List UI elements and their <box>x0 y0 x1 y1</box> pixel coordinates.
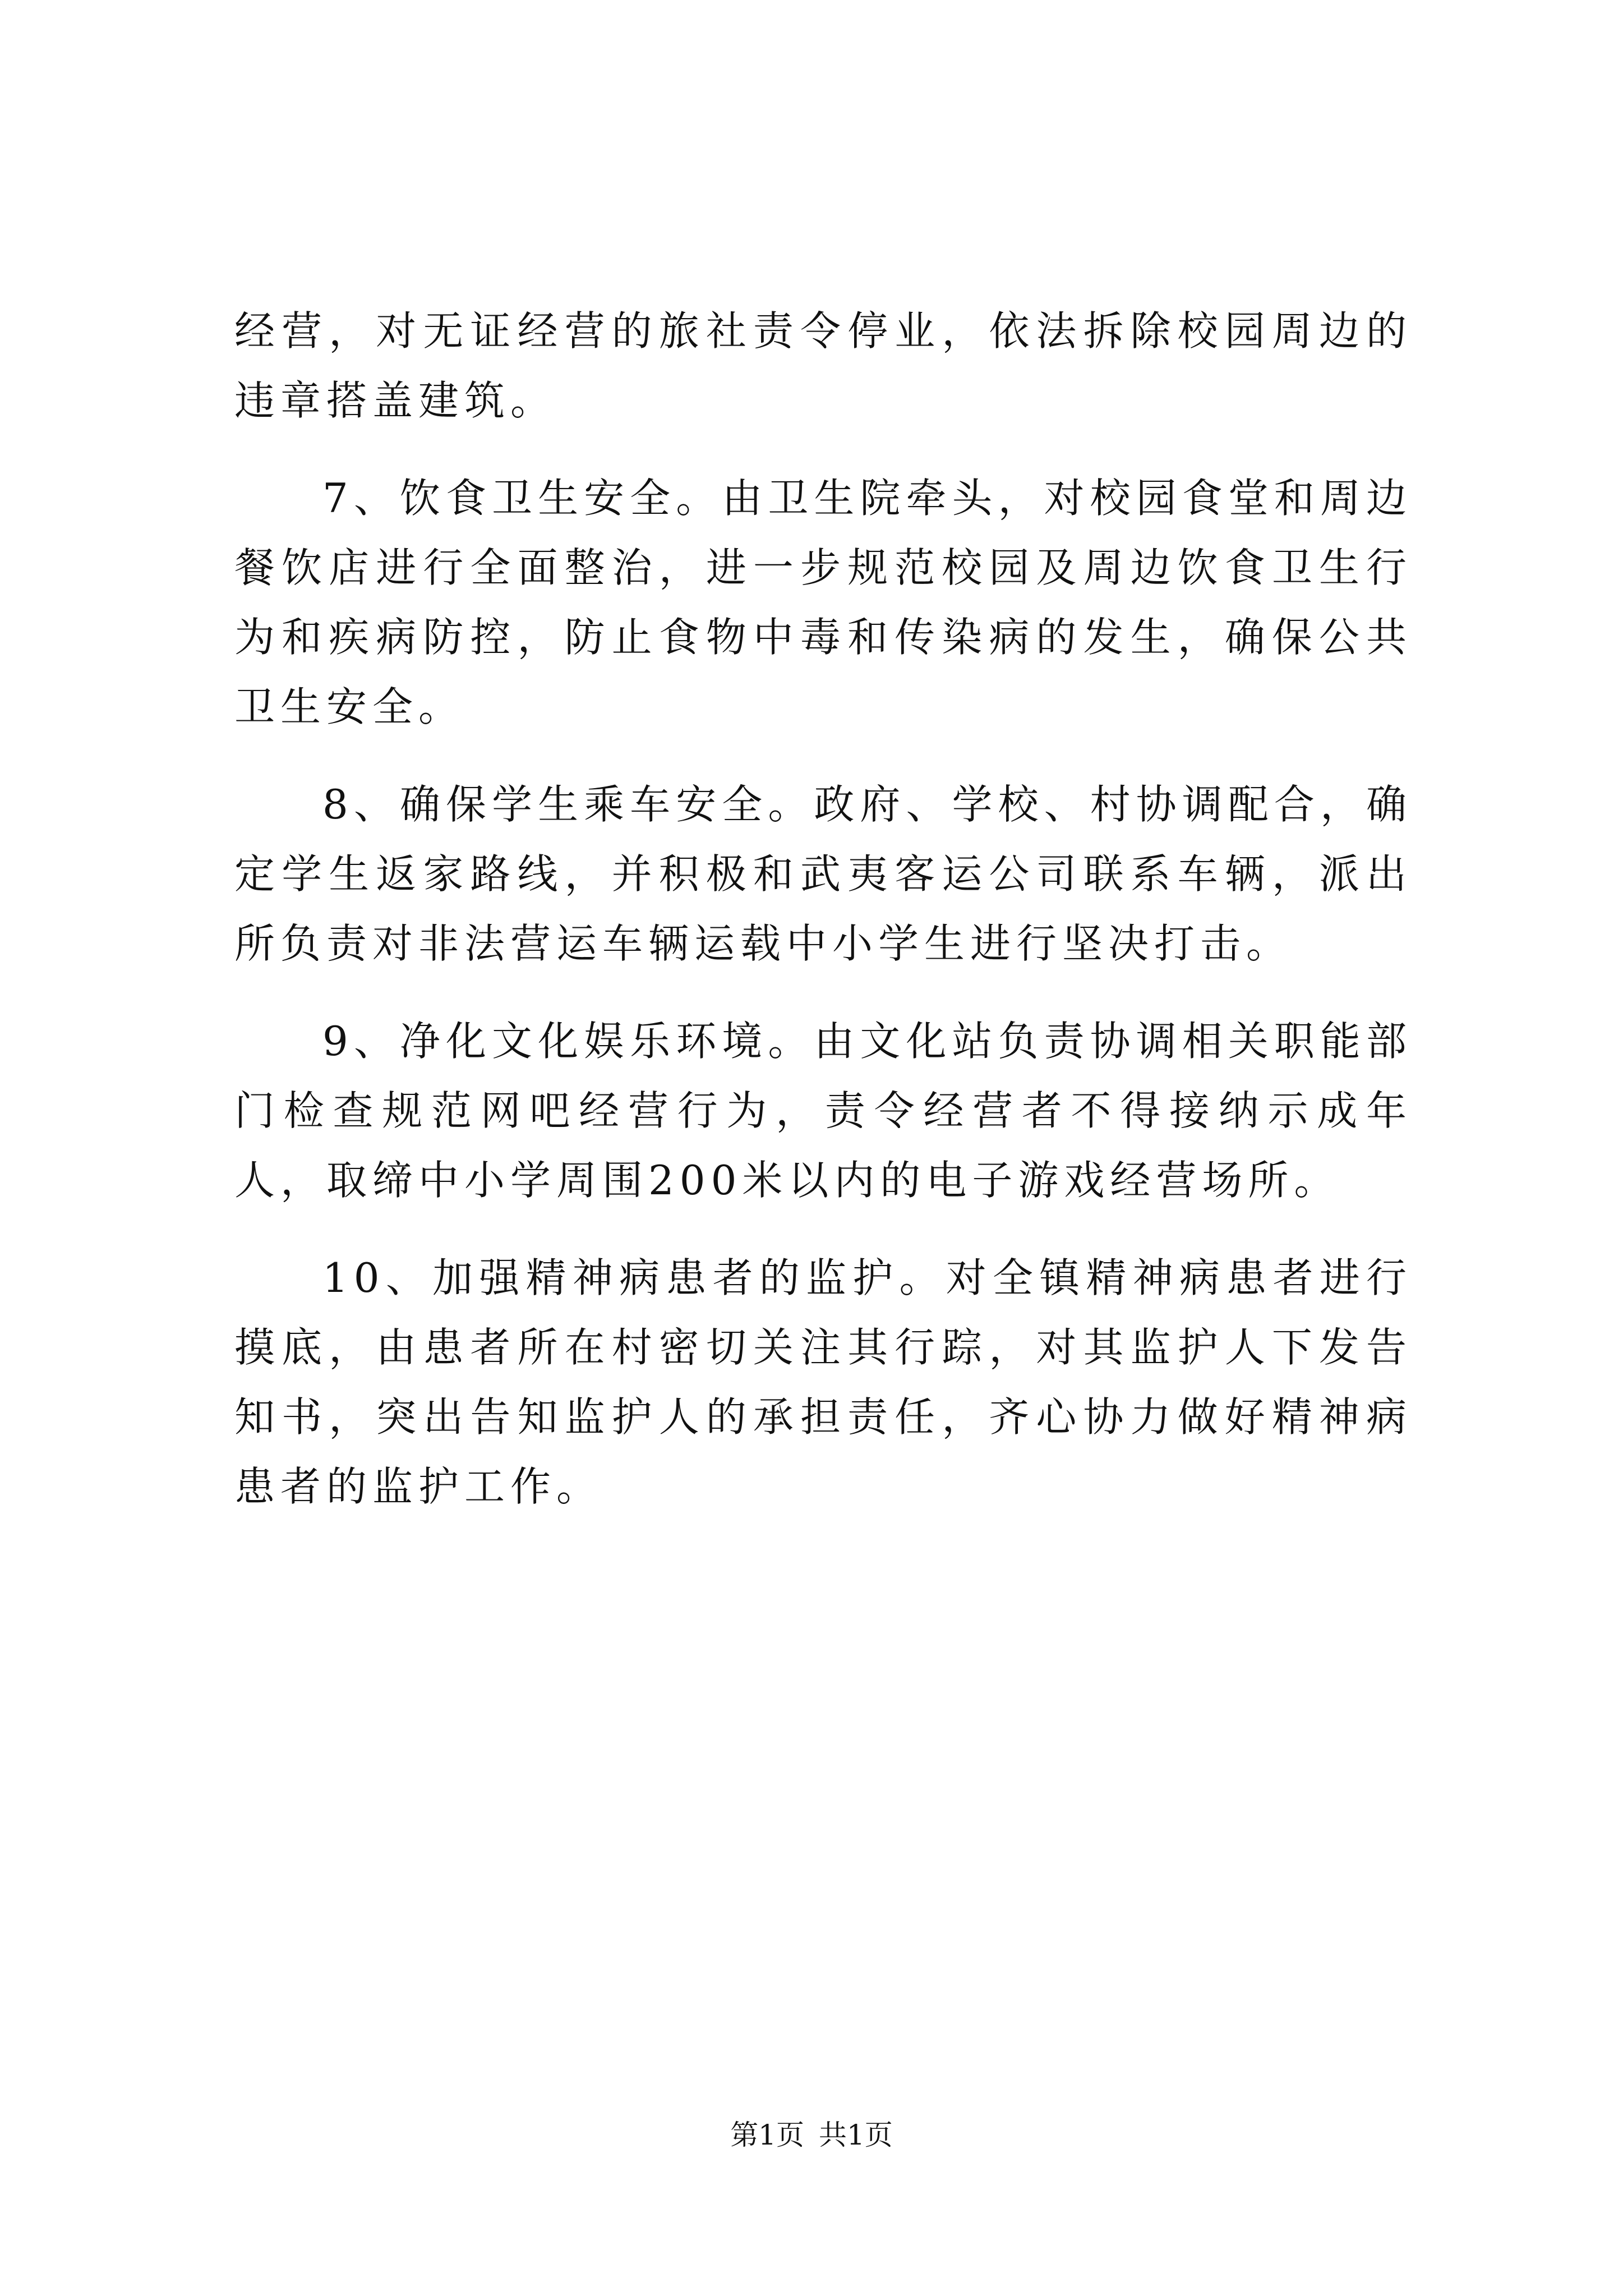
page-number: 第1页 <box>730 2119 804 2151</box>
paragraph-item-8: 8、确保学生乘车安全。政府、学校、村协调配合，确定学生返家路线，并积极和武夷客运公司联系车辆，派出所负责对非法营运车辆运载中小学生进行坚决打击。 <box>234 781 1412 967</box>
paragraph-item-7: 7、饮食卫生安全。由卫生院牵头，对校园食堂和周边餐饮店进行全面整治，进一步规范校园及周边饮食卫生行为和疾病防控，防止食物中毒和传染病的发生，确保公共卫生安全。 <box>234 475 1412 730</box>
page-total: 共1页 <box>819 2119 893 2151</box>
paragraph-item-10: 10、加强精神病患者的监护。对全镇精神病患者进行摸底，由患者所在村密切关注其行踪，对其监护人下发告知书，突出告知监护人的承担责任，齐心协力做好精神病患者的监护工作。 <box>234 1254 1412 1510</box>
document-body <box>234 296 1412 1521</box>
page-footer <box>0 2118 1623 2152</box>
paragraph-continuation: 经营，对无证经营的旅社责令停业，依法拆除校园周边的违章搭盖建筑。 <box>234 307 1412 424</box>
paragraph-item-9: 9、净化文化娱乐环境。由文化站负责协调相关职能部门检查规范网吧经营行为，责令经营者不得接纳示成年人，取缔中小学周围200米以内的电子游戏经营场所。 <box>234 1018 1412 1204</box>
